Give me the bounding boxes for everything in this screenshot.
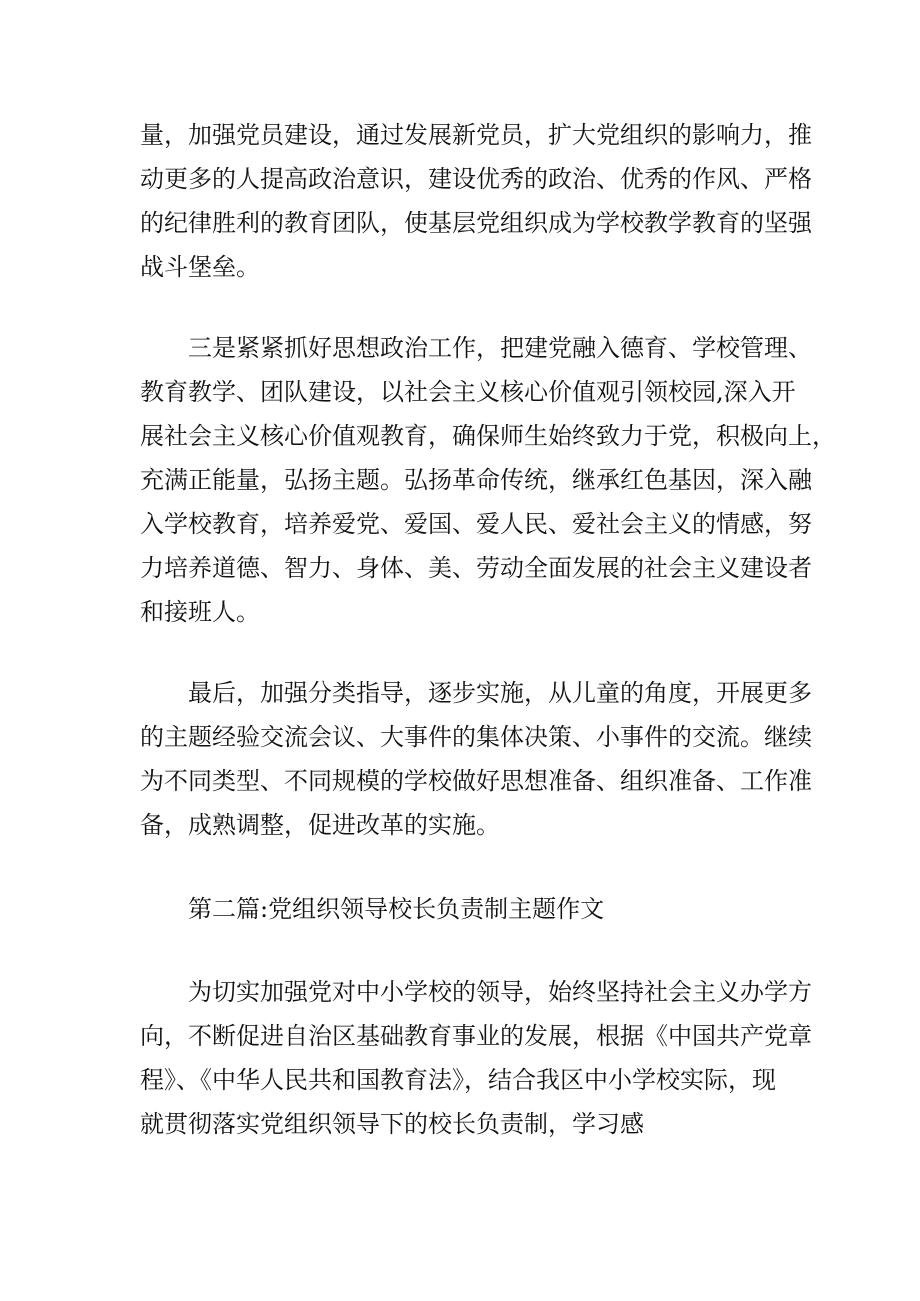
paragraph-line: 充满正能量，弘扬主题。弘扬革命传统，继承红色基因，深入融 (140, 466, 812, 494)
paragraph-line: 动更多的人提高政治意识，建设优秀的政治、优秀的作风、严格 (140, 165, 812, 193)
paragraph-line: 就贯彻落实党组织领导下的校长负责制，学习感 (140, 1110, 644, 1138)
paragraph-line: 为不同类型、不同规模的学校做好思想准备、组织准备、工作准 (140, 767, 812, 795)
paragraph-line: 最后，加强分类指导，逐步实施，从儿童的角度，开展更多 (188, 679, 812, 707)
paragraph-line: 向，不断促进自治区基础教育事业的发展，根据《中国共产党章 (140, 1022, 812, 1050)
paragraph-line: 的主题经验交流会议、大事件的集体决策、小事件的交流。继续 (140, 723, 812, 751)
paragraph-line: 和接班人。 (140, 598, 260, 626)
paragraph-line: 力培养道德、智力、身体、美、劳动全面发展的社会主义建设者 (140, 554, 812, 582)
paragraph-line: 备，成熟调整，促进改革的实施。 (140, 811, 500, 839)
paragraph-line: 三是紧紧抓好思想政治工作，把建党融入德育、学校管理、 (188, 334, 812, 362)
paragraph-line: 教育教学、团队建设，以社会主义核心价值观引领校园,深入开 (140, 378, 796, 406)
paragraph-line: 展社会主义核心价值观教育，确保师生始终致力于党，积极向上， (140, 422, 836, 450)
paragraph-line: 为切实加强党对中小学校的领导，始终坚持社会主义办学方 (188, 978, 812, 1006)
paragraph-line: 量，加强党员建设，通过发展新党员，扩大党组织的影响力，推 (140, 121, 812, 149)
paragraph-line: 入学校教育，培养爱党、爱国、爱人民、爱社会主义的情感，努 (140, 510, 812, 538)
heading-line: 第二篇:党组织领导校长负责制主题作文 (188, 895, 605, 923)
paragraph-line: 战斗堡垒。 (140, 253, 260, 281)
paragraph-line: 程》、《中华人民共和国教育法》，结合我区中小学校实际，现 (140, 1066, 776, 1094)
paragraph-line: 的纪律胜利的教育团队，使基层党组织成为学校教学教育的坚强 (140, 209, 812, 237)
